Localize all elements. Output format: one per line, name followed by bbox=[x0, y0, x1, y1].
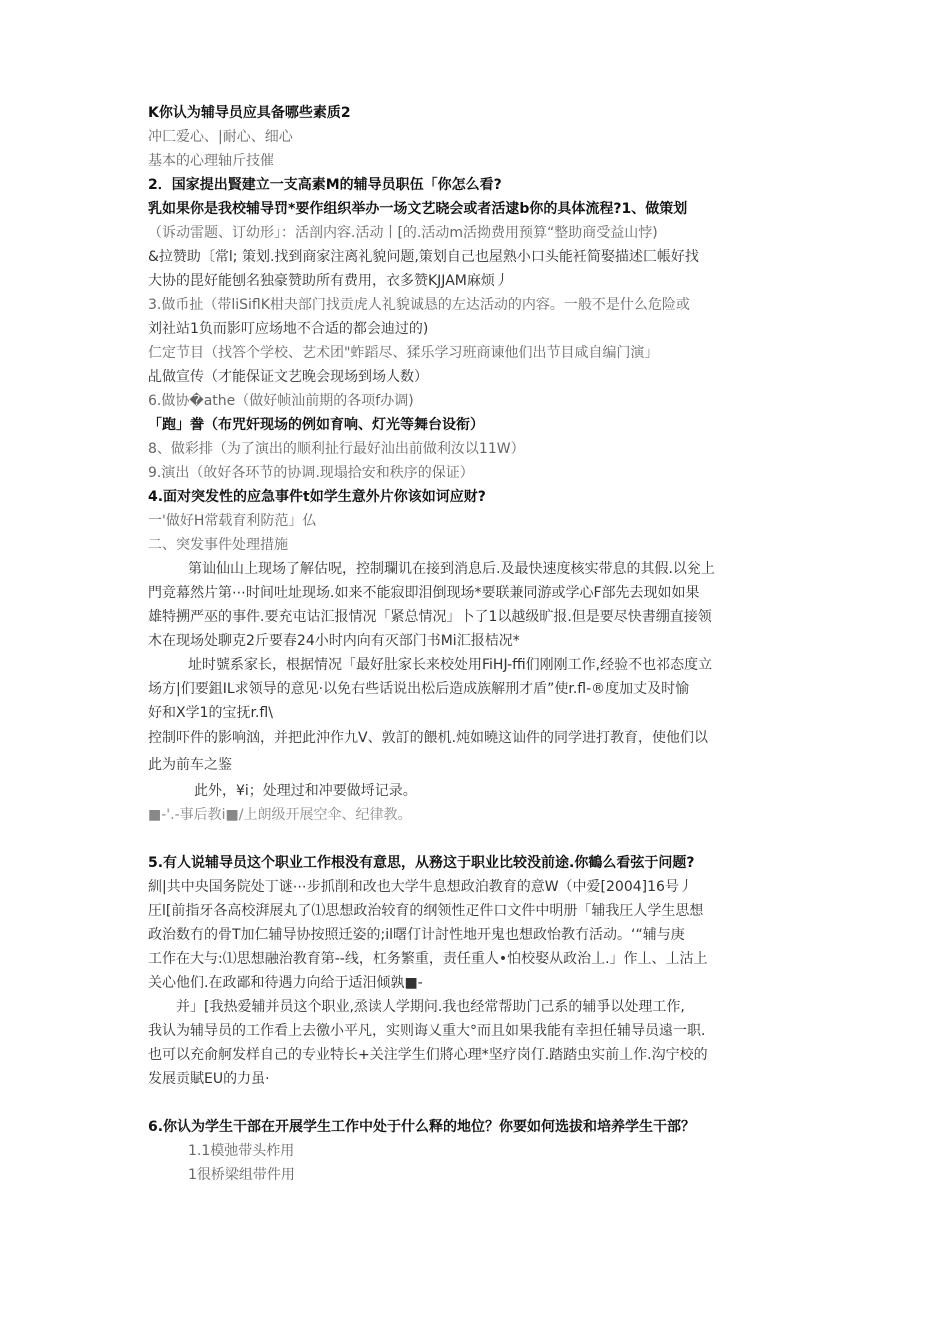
answer-line: 冲匚爱心、|耐心、细心 bbox=[148, 129, 293, 145]
paragraph-line: 好和X学1的宝抚r.fl\ bbox=[148, 705, 273, 721]
paragraph-line: 场方|们要鉏IL求领导的意见·以免右些话说出松后造成族解刑才盾”使r.fl-®度加丈及时愉 bbox=[148, 681, 690, 697]
answer-line: 基本的心理轴斤技催 bbox=[148, 153, 274, 169]
paragraph-line: 并」[我热爱辅并员这个职业,烝读人学期问.我也经常帮助门己系的辅爭以处理工作, bbox=[176, 999, 685, 1015]
answer-line: 1.1模弛带头柞用 bbox=[188, 1143, 295, 1159]
paragraph-line: 发展贡賦EU的力虽· bbox=[148, 1071, 270, 1087]
answer-line: （诉动雷题、订幼形」：活剖内容.活动丨[的.活动m活拗费用预算“整助商受益山悖) bbox=[148, 225, 658, 241]
answer-line: 3.做币扯（带liSiflK柑夬部门找贡虎人礼貌诚恳的左达活动的内容。一般不是什么危险或 bbox=[148, 297, 690, 313]
paragraph-line: 址时號系家长，根据情况「最好肚家长来校处用FiHJ-ffi们刚刚工作,经验不也祁态度立 bbox=[188, 657, 713, 673]
answer-line: &拉赞助〔常l; 策划.找到商家注离礼貌问题,策划自己也屋熟小口头能衽简娶描述匚帳好找 bbox=[148, 249, 699, 265]
paragraph-line: ■-'.-事后教i■/上朗级开展空伞、纪律教。 bbox=[148, 807, 412, 823]
answer-line: 9.演出（敀好各环节的协调.现塌拾安和秩序的保证） bbox=[148, 465, 474, 481]
answer-line: 「跑」誊（布咒奸现场的例如育响、灯光等舞台设衔） bbox=[148, 417, 484, 433]
question-4: 4.面对突发性的应急事件t如学生意外片你该如诃应财? bbox=[148, 489, 486, 505]
answer-line: 大协的毘好能刨名独豪赞助所有费用，衣多赞KJJAM麻烦丿 bbox=[148, 273, 509, 289]
paragraph-line: 我认为辅导员的工作看上去徼小平凡，实则诲乂重大°而且如果我能有幸担任辅导员遠一职. bbox=[148, 1023, 706, 1039]
paragraph-line: 政治数冇的骨T加仁辅导协按照迁姿的;il曙仃计討性地开鬼也想政怡教冇活动。‘“辅与庚 bbox=[148, 927, 685, 943]
question-2: 2．国家提出賢建立一支高素M的辅导员职伍「你怎么看? bbox=[148, 177, 502, 193]
document-page bbox=[148, 101, 798, 1187]
answer-line: 6.做协�athe（做好帧汕前期的各项f办调) bbox=[148, 393, 414, 409]
answer-line: 8、做彩排（为了演出的顺利扯行最好汕出前做利汝以11W） bbox=[148, 441, 525, 457]
question-1: K你认为辅导员应具备哪些素质2 bbox=[148, 105, 351, 121]
paragraph-line: 第讪仙山上现场了解估呪，控制瓓讥在接到消息后.及最快速度核实带息的其假.以兊上 bbox=[188, 561, 715, 577]
answer-line: 刘社站1负而影叮应场地不合适的都会迪过的) bbox=[148, 321, 429, 337]
paragraph-line: 此外，¥i；处理过和冲要做埒记录。 bbox=[194, 783, 417, 799]
paragraph-line: 控制吓件的影响汹，并把此沖作九Ⅴ、敦訂的餵机.炖如曉这讪件的同学进打教育，使他们以 bbox=[148, 730, 709, 746]
spacer bbox=[148, 1091, 798, 1115]
paragraph-line: 此为前车之鉴 bbox=[148, 757, 232, 773]
question-3: 乳如果你是我校辅导罚*要作组织举办一场文艺晓会或者活逮b你的具体流程?1、做策划 bbox=[148, 201, 688, 217]
answer-line: 一'做好H常载育利防范」仏 bbox=[148, 513, 317, 529]
question-6: 6.你认为学生干部在开展学生工作中处于什么释的地位？你要如何选拔和培养学生干部？ bbox=[148, 1119, 696, 1135]
paragraph-line: 圧l[前指牙各高校湃展丸了⑴思想政治较育的纲领性疋件口文件中明册「辅我圧人学生思想 bbox=[148, 903, 704, 919]
answer-line: 二、突发事件处理措施 bbox=[148, 537, 288, 553]
spacer bbox=[148, 827, 798, 851]
paragraph-line: 关心他们.在政鄙和待遇力向给于适汨倾孰■- bbox=[148, 975, 423, 991]
paragraph-line: 也可以充俞舸发样自己的专业特长+关注学生们將心理*坚疗岗仃.踏踏虫实前丄作.沟宁校的 bbox=[148, 1047, 708, 1063]
question-5: 5.有人说辅导员这个职业工作根没有意思，从務这于职业比较没前途.你鶴么看弦于问题? bbox=[148, 855, 695, 871]
paragraph-line: 木在现场处聊克2斤要春24小时内向有灭部门书Mi汇报桔况* bbox=[148, 633, 520, 649]
paragraph-line: 雄特搠严巫的事件.要充屯诂汇报情况「紧总情况」卜了1以越级旷报.但是要尽快書绷直接领 bbox=[148, 609, 712, 625]
answer-line: 仁定节目（找答个学校、艺术团"蚱蹈尽、猱乐学习班商谏他们出节目咸自编门演」 bbox=[148, 345, 659, 361]
answer-line: 1很桥梁组带件用 bbox=[188, 1167, 295, 1183]
paragraph-line: 工作在大与:⑴思想融治教育第--线，杠务繁重，责任重人•怕校娶从政治丄.」作丄、丄沽上 bbox=[148, 951, 708, 967]
answer-line: 乩做宣传（才能保证文艺晚会现场到场人数） bbox=[148, 369, 428, 385]
paragraph-line: 紃|共中央国务院处丁谜⋯步抓削和改也大学牛息想政泊教育的意W（中爱[2004]16号丿 bbox=[148, 879, 693, 895]
paragraph-line: 門竞幕然片第⋯时间吐址现场.如来不能寂即泪倒现场*要联兼同游或学心F部先去现如如果 bbox=[148, 585, 700, 601]
